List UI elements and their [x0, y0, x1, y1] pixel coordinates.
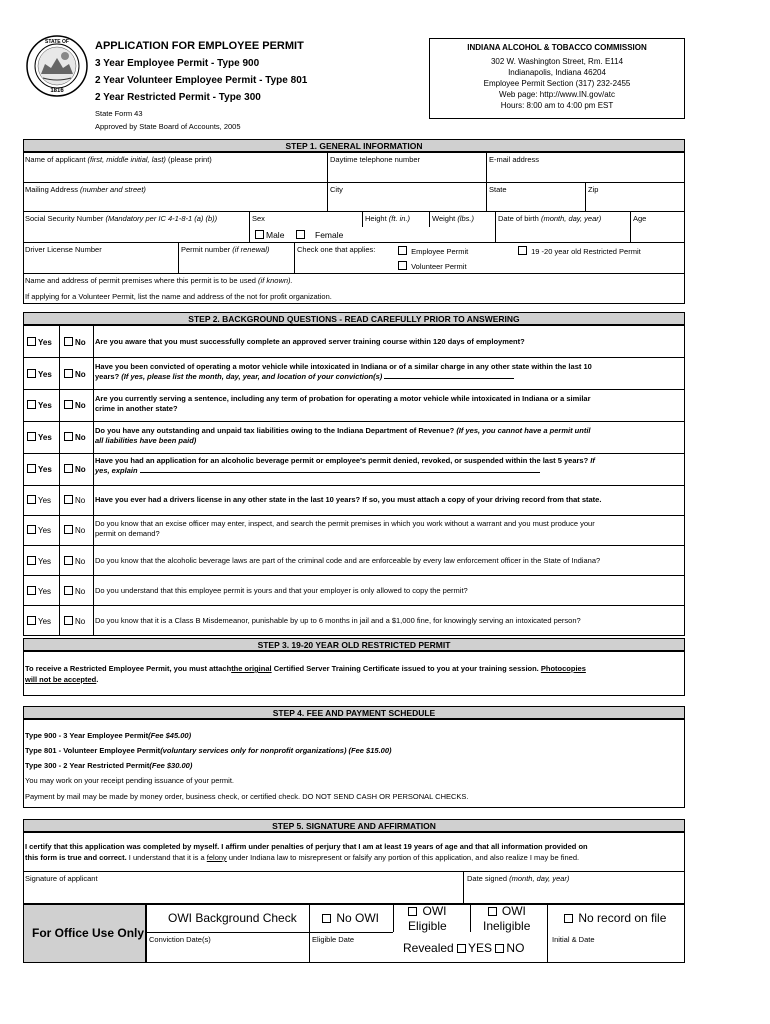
step4-header: STEP 4. FEE AND PAYMENT SCHEDULE	[23, 706, 685, 719]
signature-label: Signature of applicant	[25, 874, 98, 883]
city-field[interactable]	[329, 195, 485, 210]
q4-no[interactable]: No	[64, 432, 86, 442]
state-form-number: State Form 43	[95, 109, 143, 118]
q10-no[interactable]: No	[64, 616, 85, 626]
agency-address: 302 W. Washington Street, Rm. E114	[490, 57, 624, 66]
revealed-yes-checkbox[interactable]	[457, 944, 466, 953]
permit-type-300: 2 Year Restricted Permit - Type 300	[95, 92, 261, 103]
receipt-note: You may work on your receipt pending issuance of your permit.	[25, 776, 235, 785]
revealed-group: Revealed YES NO	[403, 941, 525, 955]
dob-label: Date of birth (month, day, year)	[498, 214, 602, 223]
affirmation-text: I certify that this application was completed by myself. I affirm under penalties of perjury that I am at least 19 years of age and that all information provided on this form is true and correct. I understand that it is a felony under Indiana law to misrepresent or falsify any portion of this application, and also realize I may be fined.	[25, 842, 588, 862]
q9-yes[interactable]: Yes	[27, 586, 51, 596]
fee-type-900: Type 900 - 3 Year Employee Permit(Fee $45.00)	[25, 731, 192, 740]
step2-header: STEP 2. BACKGROUND QUESTIONS - READ CAREFULLY PRIOR TO ANSWERING	[23, 312, 685, 325]
q2-no[interactable]: No	[64, 369, 86, 379]
svg-text:STATE OF: STATE OF	[45, 39, 69, 45]
weight-label: Weight (lbs.)	[432, 214, 474, 223]
q5-yes[interactable]: Yes	[27, 464, 52, 474]
name-field[interactable]	[24, 165, 326, 181]
q5-no[interactable]: No	[64, 464, 86, 474]
step3-header: STEP 3. 19-20 YEAR OLD RESTRICTED PERMIT	[23, 638, 685, 651]
q6-yes[interactable]: Yes	[27, 495, 51, 505]
city-label: City	[330, 185, 343, 194]
agency-name: INDIANA ALCOHOL & TOBACCO COMMISSION	[467, 43, 647, 52]
employee-permit-option[interactable]: Employee Permit	[398, 246, 468, 256]
restricted-permit-checkbox[interactable]	[518, 246, 527, 255]
volunteer-org-label: If applying for a Volunteer Permit, list the name and address of the not for profit organization.	[25, 292, 332, 301]
owi-background-check-label: OWI Background Check	[168, 911, 297, 925]
no-owi-option[interactable]: No OWI	[322, 911, 379, 925]
state-field[interactable]	[488, 195, 584, 210]
question-2: Have you been convicted of operating a motor vehicle while intoxicated in Indiana or of a similar charge in any other state within the last 10 years? (If yes, please list the month, day, year, and location of your conviction(s)	[95, 362, 592, 381]
driver-license-label: Driver License Number	[25, 245, 102, 254]
zip-label: Zip	[588, 185, 599, 194]
zip-field[interactable]	[587, 195, 684, 210]
question-3: Are you currently serving a sentence, including any term of probation for operating a motor vehicle while intoxicated in Indiana or a similar crime in another state?	[95, 394, 591, 413]
female-checkbox[interactable]	[296, 230, 305, 239]
question-10: Do you know that it is a Class B Misdemeanor, punishable by up to 6 months in jail and a $1,000 fine, for knowingly serving an intoxicated person?	[95, 616, 581, 625]
phone-label: Daytime telephone number	[330, 155, 421, 164]
step5-header: STEP 5. SIGNATURE AND AFFIRMATION	[23, 819, 685, 832]
signature-field[interactable]	[24, 884, 462, 903]
no-record-option[interactable]: No record on file	[564, 911, 666, 925]
owi-eligible-option[interactable]: OWI Eligible	[408, 904, 447, 933]
svg-text:1816: 1816	[50, 88, 64, 94]
email-label: E-mail address	[489, 155, 540, 164]
agency-city: Indianapolis, Indiana 46204	[508, 68, 606, 77]
q3-yes[interactable]: Yes	[27, 400, 52, 410]
agency-box	[429, 38, 685, 119]
question-4: Do you have any outstanding and unpaid tax liabilities owing to the Indiana Department of Revenue? (If yes, you cannot have a permit until all liabilities have been paid)	[95, 426, 591, 445]
fee-type-801: Type 801 - Volunteer Employee Permit(voluntary services only for nonprofit organizations) (Fee $15.00)	[25, 746, 392, 755]
office-use-label: For Office Use Only	[32, 926, 145, 940]
age-label: Age	[633, 214, 647, 223]
conviction-dates-label: Conviction Date(s)	[149, 935, 211, 944]
eligible-date-label: Eligible Date	[312, 935, 355, 944]
form-title: APPLICATION FOR EMPLOYEE PERMIT	[95, 40, 304, 52]
question-7: Do you know that an excise officer may enter, inspect, and search the permit premises in which you work without a warrant and you must produce your permit on demand?	[95, 519, 595, 538]
date-signed-field[interactable]	[465, 884, 684, 903]
restricted-permit-instructions: To receive a Restricted Employee Permit, you must attachthe original Certified Server Training Certificate issued to you at your training session. Photocopies will not be accepted.	[25, 664, 586, 684]
male-checkbox[interactable]	[255, 230, 264, 239]
permit-number-label: Permit number (if renewal)	[181, 245, 270, 254]
phone-field[interactable]	[329, 165, 485, 181]
q6-no[interactable]: No	[64, 495, 85, 505]
fee-type-300: Type 300 - 2 Year Restricted Permit(Fee $30.00)	[25, 761, 193, 770]
question-1: Are you aware that you must successfully complete an approved server training course within 120 days of employment?	[95, 337, 525, 346]
q9-no[interactable]: No	[64, 586, 85, 596]
sex-female-option[interactable]: Female	[296, 230, 343, 240]
permit-type-900: 3 Year Employee Permit - Type 900	[95, 58, 260, 69]
employee-permit-checkbox[interactable]	[398, 246, 407, 255]
check-one-label: Check one that applies:	[297, 245, 376, 254]
revealed-no-checkbox[interactable]	[495, 944, 504, 953]
height-label: Height (ft. in.)	[365, 214, 411, 223]
q10-yes[interactable]: Yes	[27, 616, 51, 626]
agency-hours: Hours: 8:00 am to 4:00 pm EST	[500, 101, 614, 110]
owi-ineligible-option[interactable]: OWI Ineligible	[483, 904, 531, 933]
q8-yes[interactable]: Yes	[27, 556, 51, 566]
state-seal	[25, 34, 89, 98]
q7-no[interactable]: No	[64, 525, 85, 535]
mailing-address-field[interactable]	[24, 195, 326, 210]
ssn-field[interactable]	[24, 225, 248, 241]
q1-yes[interactable]: Yes	[27, 337, 52, 347]
q4-yes[interactable]: Yes	[27, 432, 52, 442]
step1-header: STEP 1. GENERAL INFORMATION	[23, 139, 685, 152]
volunteer-permit-option[interactable]: Volunteer Permit	[398, 261, 467, 271]
q8-no[interactable]: No	[64, 556, 85, 566]
agency-web[interactable]: Web page: http://www.IN.gov/atc	[499, 90, 615, 99]
permit-type-801: 2 Year Volunteer Employee Permit - Type 801	[95, 75, 308, 86]
question-5: Have you had an application for an alcoholic beverage permit or employee's permit denied, revoked, or suspended within the last 5 years? If yes, explain	[95, 456, 595, 475]
volunteer-permit-checkbox[interactable]	[398, 261, 407, 270]
restricted-permit-option[interactable]: 19 -20 year old Restricted Permit	[518, 246, 641, 256]
premises-label: Name and address of permit premises where this permit is to be used (if known).	[25, 276, 293, 285]
approval-note: Approved by State Board of Accounts, 2005	[95, 122, 241, 131]
state-label: State	[489, 185, 507, 194]
email-field[interactable]	[488, 165, 684, 181]
q2-yes[interactable]: Yes	[27, 369, 52, 379]
q1-no[interactable]: No	[64, 337, 86, 347]
date-signed-label: Date signed (month, day, year)	[467, 874, 570, 883]
q7-yes[interactable]: Yes	[27, 525, 51, 535]
q3-no[interactable]: No	[64, 400, 86, 410]
name-label: Name of applicant (first, middle initial, last) (please print)	[25, 155, 212, 164]
payment-note: Payment by mail may be made by money order, business check, or certified check. DO NOT SEND CASH OR PERSONAL CHECKS.	[25, 792, 469, 801]
permit-number-field[interactable]	[180, 256, 293, 272]
question-8: Do you know that the alcoholic beverage laws are part of the criminal code and are enforceable by every law enforcement officer in the State of Indiana?	[95, 556, 601, 565]
ssn-label: Social Security Number (Mandatory per IC 4-1-8-1 (a) (b))	[25, 214, 218, 223]
question-6: Have you ever had a drivers license in any other state in the last 10 years? If so, you must attach a copy of your driving record from that state.	[95, 495, 602, 504]
driver-license-field[interactable]	[24, 256, 177, 272]
question-9: Do you understand that this employee permit is yours and that your employer is only allowed to copy the permit?	[95, 586, 468, 595]
sex-label: Sex	[252, 214, 265, 223]
agency-phone: Employee Permit Section (317) 232-2455	[483, 79, 631, 88]
initial-date-label: Initial & Date	[552, 935, 595, 944]
mailing-address-label: Mailing Address (number and street)	[25, 185, 146, 194]
sex-male-option[interactable]: Male	[255, 230, 284, 240]
